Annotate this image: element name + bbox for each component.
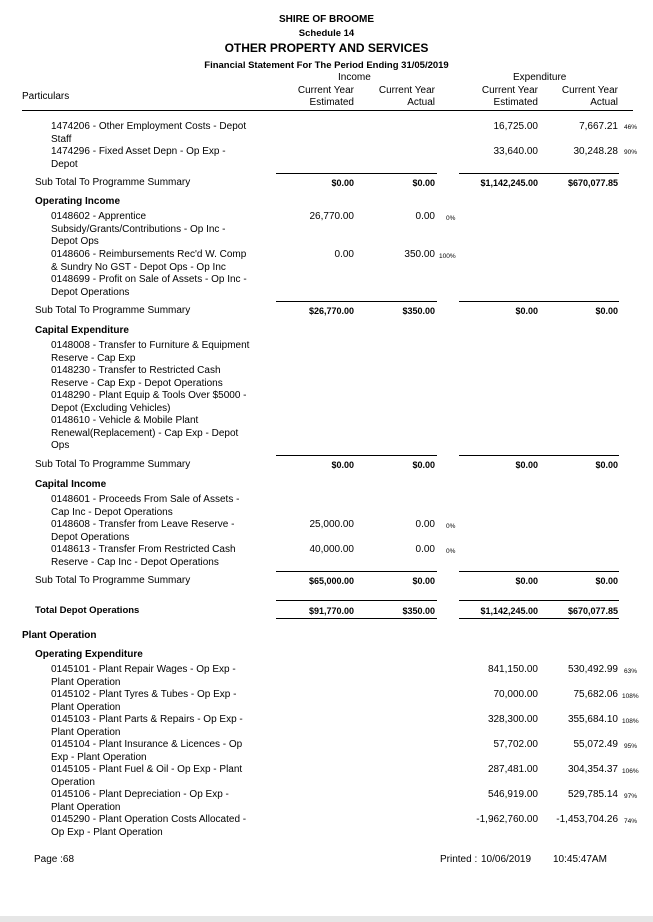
exp-actual: 530,492.99 — [567, 664, 618, 675]
total-label: Total Depot Operations — [35, 605, 140, 616]
exp-actual: 529,785.14 — [567, 789, 618, 800]
section-heading: Capital Expenditure — [35, 325, 129, 336]
income-total-rule — [276, 455, 437, 456]
exp-percent: 108% — [622, 693, 639, 700]
exp-percent: 90% — [624, 149, 638, 156]
subtotal-inc-act: $0.00 — [412, 576, 435, 586]
exp-actual: 75,682.06 — [573, 689, 618, 700]
subtotal-inc-est: $65,000.00 — [308, 576, 354, 586]
inc-actual: 350.00 — [404, 249, 435, 260]
header-divider — [22, 110, 633, 111]
printed-label: Printed : — [440, 854, 478, 865]
printed-date: 10/06/2019 — [481, 854, 532, 865]
subtotal-label: Sub Total To Programme Summary — [35, 459, 191, 470]
report-title: OTHER PROPERTY AND SERVICES — [224, 41, 429, 55]
exp-percent: 97% — [624, 793, 638, 800]
subtotal-exp-act: $0.00 — [595, 576, 618, 586]
exp-actual: 355,684.10 — [567, 714, 618, 725]
subtotal-exp-est: $1,142,245.00 — [480, 178, 538, 188]
inc-estimated: 25,000.00 — [309, 519, 354, 530]
printed-time: 10:45:47AM — [553, 854, 607, 865]
inc-percent: 0% — [446, 548, 456, 555]
subtotal-exp-act: $0.00 — [595, 306, 618, 316]
line-item: 1474206 - Other Employment Costs - Depot Staff — [51, 121, 247, 145]
exp-estimated: 287,481.00 — [487, 764, 538, 775]
line-item: 0148608 - Transfer from Leave Reserve - Depot Operations — [51, 519, 235, 543]
exp-estimated: 33,640.00 — [493, 146, 538, 157]
inc-percent: 100% — [439, 253, 456, 260]
exp-actual: 7,667.21 — [579, 121, 618, 132]
section-heading: Capital Income — [35, 479, 107, 490]
subtotal-inc-est: $0.00 — [331, 178, 354, 188]
exp-actual: -1,453,704.26 — [556, 814, 618, 825]
income-total-rule — [276, 600, 437, 601]
page-bottom-edge — [0, 916, 653, 922]
exp-percent: 74% — [624, 818, 638, 825]
inc-percent: 0% — [446, 215, 456, 222]
line-item: 0145103 - Plant Parts & Repairs - Op Exp - Plant Operation — [51, 714, 243, 738]
exp-estimated: 328,300.00 — [487, 714, 538, 725]
exp-total-rule — [459, 173, 619, 174]
exp-percent: 95% — [624, 743, 638, 750]
subtotal-inc-est: $0.00 — [331, 460, 354, 470]
exp-total-rule — [459, 600, 619, 601]
subtotal-exp-act: $0.00 — [595, 460, 618, 470]
exp-total-rule — [459, 301, 619, 302]
inc-percent: 0% — [446, 523, 456, 530]
report-subtitle: Financial Statement For The Period Ending 31/05/2019 — [204, 60, 449, 71]
page-number: Page :68 — [34, 854, 75, 865]
inc-estimated: 0.00 — [334, 249, 354, 260]
inc-actual: 0.00 — [415, 519, 435, 530]
col-expenditure-estimated: Current Year Estimated — [481, 85, 538, 108]
exp-estimated: -1,962,760.00 — [476, 814, 538, 825]
section-heading: Operating Income — [35, 196, 121, 207]
line-item: 0148601 - Proceeds From Sale of Assets - Cap Inc - Depot Operations — [51, 494, 240, 518]
exp-percent: 46% — [624, 124, 638, 131]
section-heading: Operating Expenditure — [35, 649, 143, 660]
line-item: 0145102 - Plant Tyres & Tubes - Op Exp - Plant Operation — [51, 689, 237, 713]
col-income-estimated: Current Year Estimated — [297, 85, 354, 108]
line-item: 0148613 - Transfer From Restricted Cash Reserve - Cap Inc - Depot Operations — [51, 544, 236, 568]
exp-percent: 106% — [622, 768, 639, 775]
exp-percent: 63% — [624, 668, 638, 675]
org-name: SHIRE OF BROOME — [278, 14, 374, 25]
exp-estimated: 57,702.00 — [493, 739, 538, 750]
exp-actual: 304,354.37 — [567, 764, 618, 775]
line-item: 0145290 - Plant Operation Costs Allocated - Op Exp - Plant Operation — [51, 814, 247, 838]
line-item: 0148290 - Plant Equip & Tools Over $5000 - Depot (Excluding Vehicles) — [51, 390, 247, 414]
total-exp-act: $670,077.85 — [567, 606, 618, 616]
line-item: 0145105 - Plant Fuel & Oil - Op Exp - Plant Operation — [51, 764, 243, 788]
subtotal-label: Sub Total To Programme Summary — [35, 305, 191, 316]
schedule-number: Schedule 14 — [298, 28, 355, 39]
line-item: 0148602 - Apprentice Subsidy/Grants/Contributions - Op Inc - Depot Ops — [51, 211, 226, 247]
line-item: 0148610 - Vehicle & Mobile Plant Renewal(Replacement) - Cap Exp - Depot Ops — [51, 415, 239, 451]
exp-actual: 55,072.49 — [573, 739, 618, 750]
subtotal-label: Sub Total To Programme Summary — [35, 177, 191, 188]
subtotal-exp-est: $0.00 — [515, 306, 538, 316]
inc-actual: 0.00 — [415, 544, 435, 555]
exp-estimated: 70,000.00 — [493, 689, 538, 700]
expenditure-group-label: Expenditure — [513, 72, 567, 83]
exp-total-rule — [459, 455, 619, 456]
exp-percent: 108% — [622, 718, 639, 725]
line-item: 0148008 - Transfer to Furniture & Equipment Reserve - Cap Exp — [51, 340, 250, 364]
line-item: 1474296 - Fixed Asset Depn - Op Exp - Depot — [51, 146, 226, 170]
income-total-rule — [276, 173, 437, 174]
subtotal-exp-est: $0.00 — [515, 576, 538, 586]
line-item: 0145106 - Plant Depreciation - Op Exp - Plant Operation — [51, 789, 229, 813]
income-group-label: Income — [338, 72, 371, 83]
col-income-actual: Current Year Actual — [378, 85, 435, 108]
income-total-rule — [276, 571, 437, 572]
line-item: 0148699 - Profit on Sale of Assets - Op Inc - Depot Operations — [51, 274, 247, 298]
particulars-header: Particulars — [22, 91, 70, 102]
program-heading: Plant Operation — [22, 630, 97, 641]
exp-estimated: 16,725.00 — [493, 121, 538, 132]
line-item: 0145101 - Plant Repair Wages - Op Exp - Plant Operation — [51, 664, 236, 688]
total-inc-act: $350.00 — [402, 606, 435, 616]
subtotal-inc-est: $26,770.00 — [308, 306, 354, 316]
total-inc-est: $91,770.00 — [308, 606, 354, 616]
inc-estimated: 40,000.00 — [309, 544, 354, 555]
line-item: 0148606 - Reimbursements Rec'd W. Comp & Sundry No GST - Depot Ops - Op Inc — [51, 249, 247, 273]
total-exp-est: $1,142,245.00 — [480, 606, 538, 616]
subtotal-inc-act: $0.00 — [412, 178, 435, 188]
col-expenditure-actual: Current Year Actual — [561, 85, 618, 108]
exp-actual: 30,248.28 — [573, 146, 618, 157]
line-item: 0145104 - Plant Insurance & Licences - Op Exp - Plant Operation — [51, 739, 243, 763]
subtotal-label: Sub Total To Programme Summary — [35, 575, 191, 586]
income-total-rule — [276, 301, 437, 302]
inc-estimated: 26,770.00 — [309, 211, 354, 222]
exp-estimated: 841,150.00 — [487, 664, 538, 675]
exp-estimated: 546,919.00 — [487, 789, 538, 800]
subtotal-inc-act: $350.00 — [402, 306, 435, 316]
subtotal-inc-act: $0.00 — [412, 460, 435, 470]
exp-total-rule — [459, 571, 619, 572]
exp-total-underline — [459, 618, 619, 619]
income-total-underline — [276, 618, 437, 619]
line-item: 0148230 - Transfer to Restricted Cash Reserve - Cap Exp - Depot Operations — [51, 365, 223, 389]
inc-actual: 0.00 — [415, 211, 435, 222]
subtotal-exp-est: $0.00 — [515, 460, 538, 470]
subtotal-exp-act: $670,077.85 — [567, 178, 618, 188]
